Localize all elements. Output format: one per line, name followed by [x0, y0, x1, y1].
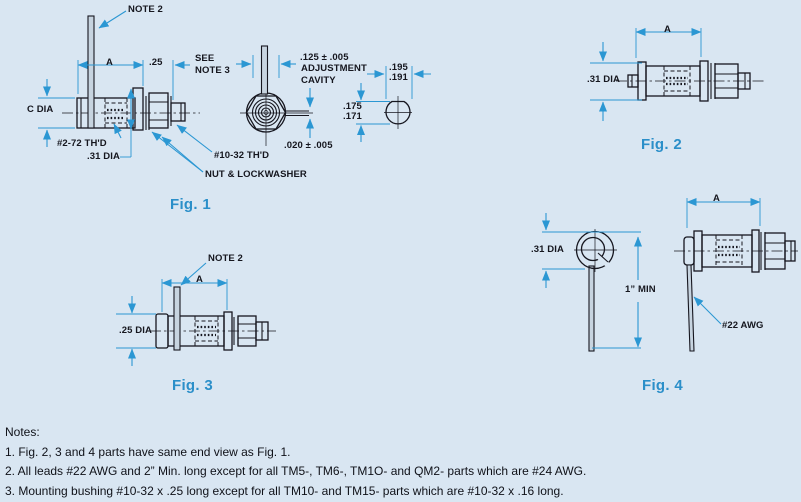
fig1-c-dia-label: C DIA	[27, 104, 54, 115]
notes-heading: Notes:	[5, 425, 40, 439]
fig4-hanging-wire	[589, 266, 594, 351]
fig1-cavity-height-min: .171	[343, 111, 362, 122]
notes-block	[5, 423, 586, 501]
fig1-thd1032-leader	[177, 125, 212, 152]
fig4-side-wire-lead	[687, 265, 694, 351]
fig3-title: Fig. 3	[172, 377, 213, 394]
fig1-title: Fig. 1	[170, 196, 211, 213]
fig1-nut-lockwasher-label: NUT & LOCKWASHER	[205, 169, 307, 180]
fig3-dim-a: A	[196, 274, 203, 285]
fig3-note2-label: NOTE 2	[208, 253, 243, 264]
fig1-lockwasher-leader	[162, 137, 203, 172]
fig1-cavity-width-min: .191	[389, 72, 408, 83]
fig4-awg-leader	[694, 297, 721, 324]
fig1-wire-lead	[88, 16, 94, 128]
fig1-thd272-leader	[114, 124, 121, 138]
fig2-dia-31-label: .31 DIA	[587, 74, 620, 85]
fig1-offset-dim: .020 ± .005	[284, 140, 333, 151]
fig1-cavity-height-max: .175	[343, 101, 362, 112]
fig1-note2-label: NOTE 2	[128, 4, 163, 15]
fig2-side-view	[616, 61, 764, 101]
fig4-side-view	[674, 230, 798, 351]
fig1-adjustment-dim: .125 ± .005	[300, 52, 349, 63]
note-item-2: 2. All leads #22 AWG and 2” Min. long except for all TM5-, TM6-, TM1O- and QM2- parts which are #24 AWG.	[5, 464, 587, 478]
fig4-min-length-label: 1” MIN	[625, 284, 656, 295]
fig1-note2-leader	[99, 11, 126, 28]
fig1-dim-25: .25	[149, 57, 163, 68]
fig1-dia-31-label: .31 DIA	[87, 151, 120, 162]
fig4-lead-end-view	[574, 229, 617, 351]
note-item-3: 3. Mounting bushing #10-32 x .25 long except for all TM10- and TM15- parts which are #10-32 x .16 long.	[5, 483, 564, 498]
fig1-see-note3-label: SEE NOTE 3	[195, 53, 230, 76]
fig1-bushing-stud	[171, 103, 185, 121]
note-item-1: 1. Fig. 2, 3 and 4 parts have same end view as Fig. 1.	[5, 444, 291, 459]
fig4-wire-gauge-label: #22 AWG	[722, 320, 764, 331]
fig4-dim-a: A	[713, 193, 720, 204]
fig4-title: Fig. 4	[642, 377, 683, 394]
fig1-nut	[149, 93, 168, 128]
fig3-dia-25-label: .25 DIA	[119, 325, 152, 336]
fig2-dim-a: A	[664, 24, 671, 35]
fig4-dia-31-label: .31 DIA	[531, 244, 564, 255]
fig3-side-view	[150, 287, 276, 350]
fig1-endview-wire-lead	[262, 46, 268, 94]
fig1-dim-a: A	[106, 57, 113, 68]
fig2-title: Fig. 2	[641, 136, 682, 153]
fig1-thd-272-label: #2-72 TH'D	[57, 138, 107, 149]
fig1-cavity-width-max: .195	[389, 62, 408, 73]
fig1-thd-1032-label: #10-32 TH'D	[214, 150, 270, 161]
fig1-adjustment-cavity-label: ADJUSTMENT CAVITY	[301, 63, 367, 86]
fig3-wire-lead	[174, 287, 180, 350]
fig3-dimensions	[116, 263, 227, 366]
